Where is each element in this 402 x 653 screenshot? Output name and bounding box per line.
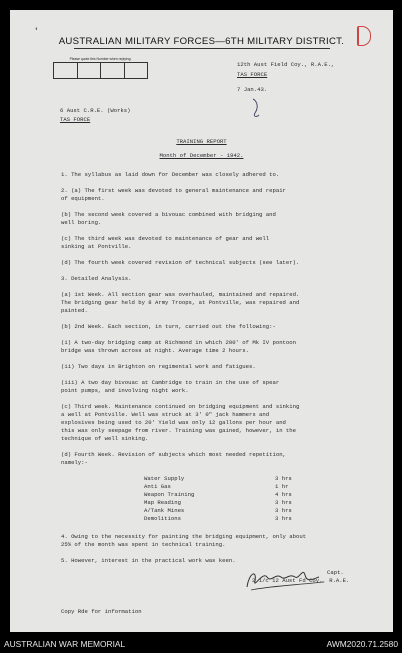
document-page bbox=[10, 10, 393, 632]
item-4-line1: 4. Owing to the necessity for painting the bridging equipment, only about bbox=[61, 533, 307, 540]
subject-name: Map Reading bbox=[144, 499, 181, 506]
letter-date: 7 Jan.43. bbox=[237, 86, 268, 93]
item-3c-line5: technique of well sinking. bbox=[61, 435, 149, 442]
item-3c-line4: this was only seepage from river. Training was gained, however, in the bbox=[61, 427, 296, 434]
item-2d: (d) The fourth week covered revision of technical subjects (see later). bbox=[61, 259, 300, 266]
subject-name: Water Supply bbox=[144, 475, 185, 482]
item-2b-line2: well boring. bbox=[61, 219, 102, 226]
sender-force: TAS FORCE bbox=[237, 71, 268, 78]
item-2c-line2: sinking at Pontville. bbox=[61, 243, 132, 250]
item-3b: (b) 2nd Week. Each section, in turn, carried out the following:- bbox=[61, 323, 276, 330]
archive-footer bbox=[0, 636, 402, 653]
sender-unit: 12th Aust Field Coy., R.A.E., bbox=[237, 61, 335, 68]
item-2c-line1: (c) The third week was devoted to maintenance of gear and well bbox=[61, 235, 270, 242]
recipient-force: TAS FORCE bbox=[60, 116, 91, 123]
subject-name: Anti Gas bbox=[144, 483, 171, 490]
archive-id: AWM2020.71.2580 bbox=[326, 639, 398, 649]
item-3c-line3: explosives being used to 20' Yield was only 12 gallons per hour and bbox=[61, 419, 286, 426]
item-5: 5. However, interest in the practical work was keen. bbox=[61, 557, 236, 564]
item-3c-line2: a well at Pontville. Well was struck at 3' 0" jack hammers and bbox=[61, 411, 270, 418]
reference-number-box bbox=[53, 57, 148, 79]
item-3a-line2: The bridging gear held by 8 Army Troops, at Pontville, was repaired and bbox=[61, 299, 300, 306]
document-header-title: AUSTRALIAN MILITARY FORCES—6TH MILITARY DISTRICT. bbox=[58, 36, 345, 47]
item-3b-iii-line2: point pumps, and involving night work. bbox=[61, 387, 189, 394]
handwritten-date-mark bbox=[250, 97, 264, 119]
item-2a-line1: 2. (a) The first week was devoted to general maintenance and repair bbox=[61, 187, 286, 194]
item-3b-i-line2: bridge was thrown across at night. Average time 2 hours. bbox=[61, 347, 249, 354]
signature-rank: Capt. bbox=[327, 569, 344, 576]
report-subtitle: Month of December - 1942. bbox=[159, 152, 244, 159]
subject-hours: 3 hrs bbox=[275, 507, 292, 514]
report-title: TRAINING REPORT bbox=[176, 138, 227, 145]
item-4-line2: 25% of the month was spent in technical training. bbox=[61, 541, 226, 548]
subject-hours: 4 hrs bbox=[275, 491, 292, 498]
subject-name: Weapon Training bbox=[144, 491, 195, 498]
item-3b-iii-line1: (iii) A two day bivouac at Cambridge to train in the use of spear bbox=[61, 379, 280, 386]
subject-name: Demolitions bbox=[144, 515, 181, 522]
item-2a-line2: of equipment. bbox=[61, 195, 105, 202]
subject-hours: 3 hrs bbox=[275, 499, 292, 506]
subject-hours: 1 hr bbox=[275, 483, 289, 490]
signature-title: 2 1/c 12 Aust Fd Coy., R.A.E. bbox=[252, 577, 350, 584]
archive-source: AUSTRALIAN WAR MEMORIAL bbox=[4, 639, 126, 649]
item-3b-i-line1: (i) A two-day bridging camp at Richmond in which 200' of Mk IV pontoon bbox=[61, 339, 296, 346]
punch-hole-mark: ' bbox=[35, 27, 38, 37]
item-3d-line2: namely:- bbox=[61, 459, 88, 466]
reference-number-cells bbox=[53, 62, 148, 79]
item-3d-line1: (d) Fourth Week. Revision of subjects which most needed repetition, bbox=[61, 451, 286, 458]
item-1: 1. The syllabus as laid down for December was closely adhered to. bbox=[61, 171, 280, 178]
item-2b-line1: (b) The second week covered a bivouac combined with bridging and bbox=[61, 211, 276, 218]
subject-hours: 3 hrs bbox=[275, 475, 292, 482]
subject-hours: 3 hrs bbox=[275, 515, 292, 522]
item-3: 3. Detailed Analysis. bbox=[61, 275, 132, 282]
item-3a-line1: (a) 1st Week. All section gear was overhauled, maintained and repaired. bbox=[61, 291, 300, 298]
quote-number-label: Please quote this Number when replying. bbox=[69, 57, 132, 61]
item-3a-line3: painted. bbox=[61, 307, 88, 314]
copy-note: Copy Rde for information bbox=[61, 608, 142, 615]
subject-name: A/Tank Mines bbox=[144, 507, 185, 514]
header-underline bbox=[74, 48, 330, 49]
item-3b-ii: (ii) Two days in Brighton on regimental work and fatigues. bbox=[61, 363, 256, 370]
item-3c-line1: (c) Third week. Maintenance continued on bridging equipment and sinking bbox=[61, 403, 300, 410]
recipient-unit: 6 Aust C.R.E. (Works) bbox=[60, 107, 131, 114]
